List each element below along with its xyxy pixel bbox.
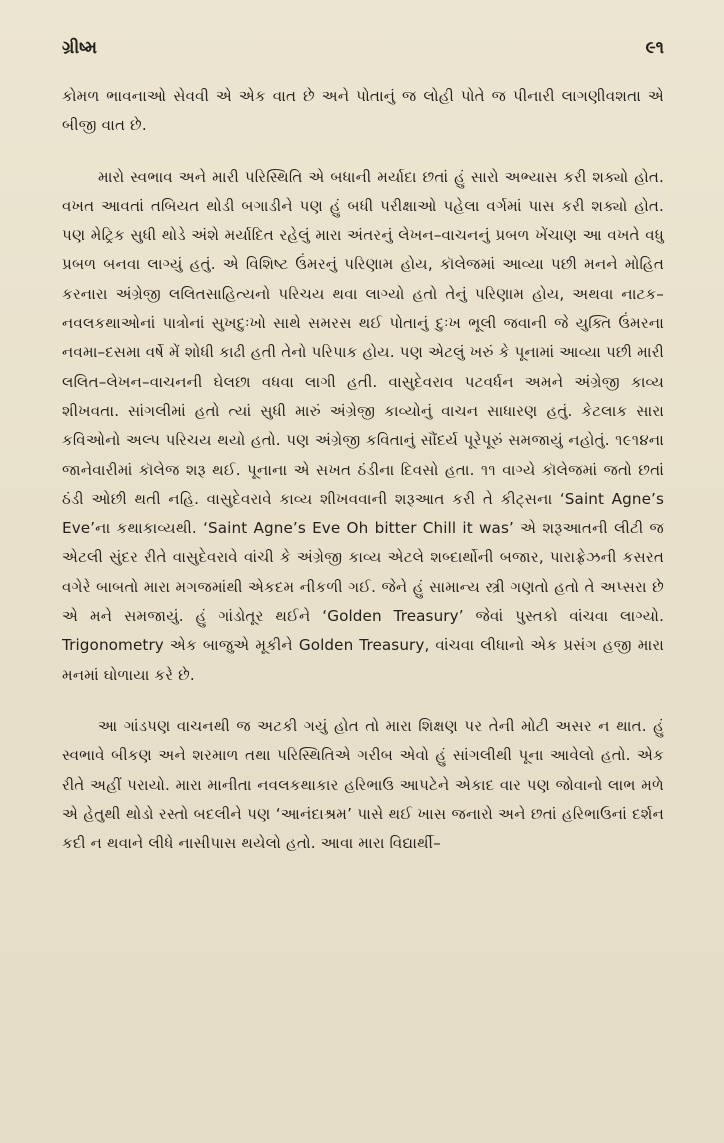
paragraph-3: આ ગાંડપણ વાચનથી જ અટકી ગયું હોત તો મારા શિક્ષણ પર તેની મોટી અસર ન થાત. હું સ્વભાવે બીકણ અને શરમાળ તથા પરિસ્થિતિએ ગરીબ એવો હું સાંગલીથી પૂના આવેલો હતો. એક રીતે અહીં પરાયો. મારા માનીતા નવલકથાકાર હરિભાઉ આપટેને એકાદ વાર પણ જોવાનો લાભ મળે એ હેતુથી થોડો રસ્તો બદલીને પણ ‘આનંદાશ્રમ’ પાસે થઈ ખાસ જનારો અને છતાં હરિભાઉનાં દર્શન કદી ન થવાને લીધે નાસીપાસ થયેલો હતો. આવા મારા વિદ્યાર્થી– — [62, 716, 664, 853]
paragraph-gap — [62, 141, 664, 163]
paragraph-gap — [62, 690, 664, 712]
page-number: ૯૧ — [645, 38, 664, 58]
running-title: ગ્રીષ્મ — [62, 38, 98, 58]
running-header — [62, 38, 664, 70]
paragraph-1: કોમળ ભાવનાઓ સેવવી એ એક વાત છે અને પોતાનું જ લોહી પોતે જ પીનારી લાગણીવશતા એ બીજી વાત છે. — [62, 87, 664, 135]
paragraph-2: મારો સ્વભાવ અને મારી પરિસ્થિતિ એ બધાની મર્યાદા છતાં હું સારો અભ્યાસ કરી શક્યો હોત. વખત આવતાં તબિયત થોડી બગાડીને પણ હું બધી પરીક્ષાઓ પહેલા વર્ગમાં પાસ કરી શક્યો હોત. પણ મેટ્રિક સુધી થોડે અંશે મર્યાદિત રહેલું મારા અંતરનું લેખન–વાચનનું પ્રબળ ખેંચાણ આ વખતે વધુ પ્રબળ બનવા લાગ્યું હતું. એ વિશિષ્ટ ઉંમરનું પરિણામ હોય, કૉલેજમાં આવ્યા પછી મનને મોહિત કરનારા અંગ્રેજી લલિતસાહિત્યનો પરિચય થવા લાગ્યો હતો તેનું પરિણામ હોય, અથવા નાટક–નવલકથાઓનાં પાત્રોનાં સુખદુઃખો સાથે સમરસ થઈ પોતાનું દુઃખ ભૂલી જવાની જે યુક્તિ ઉંમરના નવમા–દસમા વર્ષે મેં શોધી કાઢી હતી તેનો પરિપાક હોય. પણ એટલું ખરું કે પૂનામાં આવ્યા પછી મારી લલિત–લેખન–વાચનની ઘેલછા વધવા લાગી હતી. વાસુદેવરાવ પટવર્ધન અમને અંગ્રેજી કાવ્ય શીખવતા. સાંગલીમાં હતો ત્યાં સુધી મારું અંગ્રેજી કાવ્યોનું વાચન સાધારણ હતું. કેટલાક સારા કવિઓનો અલ્પ પરિચય થયો હતો. પણ અંગ્રેજી કવિતાનું સૌંદર્ય પૂરેપૂરું સમજાયું નહોતું. ૧૯૧૪ના જાનેવારીમાં કૉલેજ શરૂ થઈ. પૂનાના એ સખત ઠંડીના દિવસો હતા. ૧૧ વાગ્યે કૉલેજમાં જતો છતાં ઠંડી ઓછી થતી નહિ. વાસુદેવરાવે કાવ્ય શીખવવાની શરૂઆત કરી તે કીટ્સના ‘Saint Agne’s Eve’ના કથાકાવ્યથી. ‘Saint Agne’s Eve Oh bitter Chill it was’ એ શરૂઆતની લીટી જ એટલી સુંદર રીતે વાસુદેવરાવે વાંચી કે અંગ્રેજી કાવ્ય એટલે શબ્દાર્થોની બજાર, પારાફ્રેઝની કસરત વગેરે બાબતો મારા મગજમાંથી એકદમ નીકળી ગઈ. જેને હું સામાન્ય સ્ત્રી ગણતો હતો તે અપ્સરા છે એ મને સમજાયું. હું ગાંડોતૂર થઈને ‘Golden Treasury’ જેવાં પુસ્તકો વાંચવા લાગ્યો. Trigonometry એક બાજુએ મૂકીને Golden Treasury, વાંચવા લીધાનો એક પ્રસંગ હજી મારા મનમાં ઘોળાયા કરે છે. — [62, 167, 664, 684]
